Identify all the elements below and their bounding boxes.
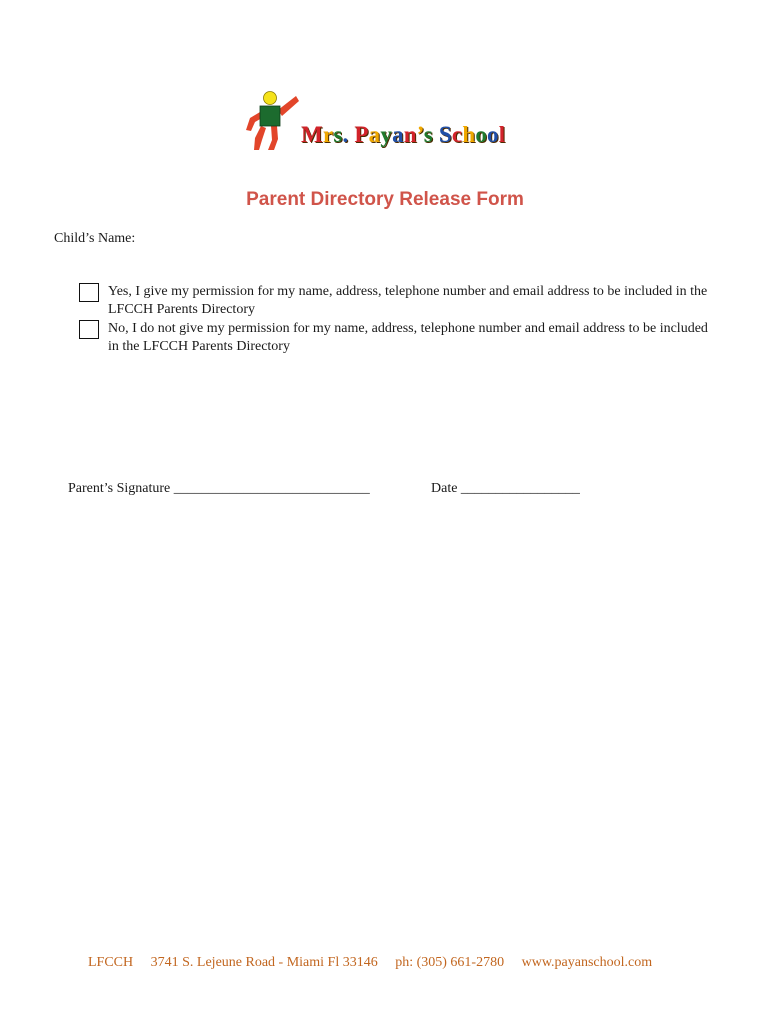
footer-website[interactable]: www.payanschool.com (521, 955, 653, 970)
logo-letter: a (392, 122, 404, 147)
logo-letter: o (475, 122, 488, 147)
child-figure-icon (244, 88, 304, 158)
child-name-label: Child’s Name: (54, 231, 136, 246)
footer-phone: ph: (305) 661-2780 (395, 955, 505, 970)
logo-letter: l (498, 122, 506, 147)
logo-letter: P (354, 122, 369, 147)
permission-no-checkbox[interactable] (79, 320, 99, 339)
logo-letter: r (322, 122, 334, 147)
parent-signature-line[interactable]: Parent’s Signature ____________________________ (68, 481, 370, 496)
footer-address: 3741 S. Lejeune Road - Miami Fl 33146 (150, 955, 378, 970)
logo-letter: M (301, 122, 323, 147)
permission-yes-text: Yes, I give my permission for my name, address, telephone number and email address to be included in the LFCCH Parents Directory (108, 284, 708, 317)
logo-wordmark (301, 122, 505, 148)
date-line[interactable]: Date _________________ (431, 481, 580, 496)
logo-letter: S (438, 122, 452, 147)
footer (88, 955, 666, 971)
logo-letter: . (342, 122, 355, 147)
logo-letter: s (423, 122, 439, 147)
logo-letter: h (462, 122, 476, 147)
logo-letter: o (487, 122, 499, 147)
logo-letter: n (403, 122, 417, 147)
logo-letter: a (368, 122, 381, 147)
logo-letter: ’ (416, 122, 424, 147)
logo-letter: c (451, 122, 463, 147)
logo-letter: y (380, 122, 393, 147)
logo-letter: s (333, 122, 343, 147)
form-title: Parent Directory Release Form (246, 189, 524, 210)
school-logo (244, 88, 544, 158)
permission-yes-checkbox[interactable] (79, 283, 99, 302)
footer-org: LFCCH (88, 955, 134, 970)
permission-no-text: No, I do not give my permission for my name, address, telephone number and email address to be included in the LFCCH Parents Directory (108, 321, 708, 354)
